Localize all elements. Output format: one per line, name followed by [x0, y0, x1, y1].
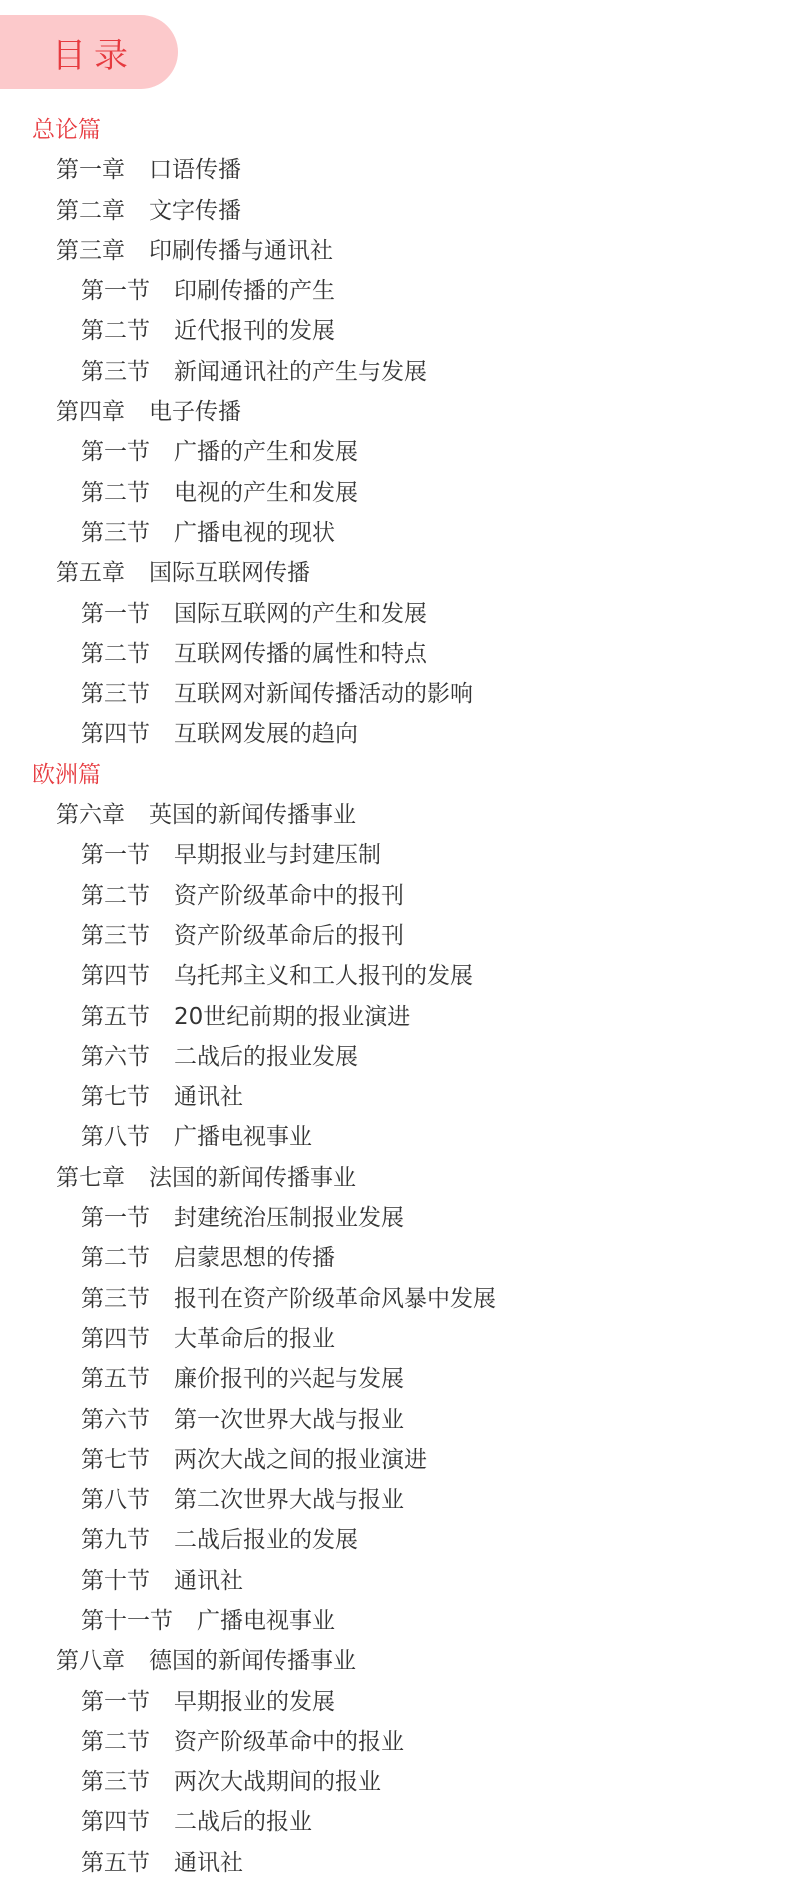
toc-section[interactable] [0, 1722, 790, 1762]
chapter-number: 第八章 [56, 1648, 125, 1675]
section-title: 互联网发展的趋向 [174, 721, 358, 748]
section-number: 第八节 [81, 1124, 150, 1151]
section-number: 第三节 [81, 681, 150, 708]
toc-section[interactable] [0, 1601, 790, 1641]
chapter-title: 国际互联网传播 [149, 560, 310, 587]
toc-chapter[interactable] [0, 392, 790, 432]
section-title: 资产阶级革命中的报刊 [174, 882, 404, 909]
section-title: 大革命后的报业 [174, 1325, 335, 1352]
section-number: 第二节 [81, 640, 150, 667]
toc-section[interactable] [0, 513, 790, 553]
section-number: 第四节 [81, 721, 150, 748]
section-number: 第二节 [81, 479, 150, 506]
section-title: 第一次世界大战与报业 [174, 1406, 404, 1433]
toc-section[interactable] [0, 634, 790, 674]
section-number: 第七节 [81, 1084, 150, 1111]
toc-section[interactable] [0, 1037, 790, 1077]
section-title: 早期报业与封建压制 [174, 842, 381, 869]
toc-section[interactable] [0, 311, 790, 351]
section-title: 报刊在资产阶级革命风暴中发展 [174, 1285, 496, 1312]
section-title: 两次大战期间的报业 [174, 1769, 381, 1796]
section-title: 新闻通讯社的产生与发展 [174, 358, 427, 385]
toc-section[interactable] [0, 1440, 790, 1480]
toc-section[interactable] [0, 876, 790, 916]
table-of-contents [0, 110, 790, 1883]
toc-section[interactable] [0, 352, 790, 392]
section-number: 第二节 [81, 1728, 150, 1755]
section-number: 第一节 [81, 1205, 150, 1232]
toc-section[interactable] [0, 1279, 790, 1319]
section-title: 广播电视的现状 [174, 519, 335, 546]
toc-section[interactable] [0, 1561, 790, 1601]
section-number: 第四节 [81, 1809, 150, 1836]
section-number: 第七节 [81, 1446, 150, 1473]
toc-section[interactable] [0, 1400, 790, 1440]
section-title: 二战后的报业发展 [174, 1043, 358, 1070]
toc-part[interactable] [0, 110, 790, 150]
chapter-number: 第四章 [56, 399, 125, 426]
chapter-number: 第三章 [56, 237, 125, 264]
section-number: 第一节 [81, 600, 150, 627]
section-title: 资产阶级革命中的报业 [174, 1728, 404, 1755]
part-title: 欧洲篇 [32, 761, 101, 788]
section-title: 早期报业的发展 [174, 1688, 335, 1715]
chapter-title: 文字传播 [149, 197, 241, 224]
section-number: 第一节 [81, 842, 150, 869]
toc-section[interactable] [0, 1802, 790, 1842]
toc-section[interactable] [0, 674, 790, 714]
toc-section[interactable] [0, 473, 790, 513]
toc-section[interactable] [0, 1198, 790, 1238]
toc-section[interactable] [0, 594, 790, 634]
toc-section[interactable] [0, 714, 790, 754]
toc-section[interactable] [0, 1077, 790, 1117]
toc-chapter[interactable] [0, 1641, 790, 1681]
toc-chapter[interactable] [0, 795, 790, 835]
section-title: 通讯社 [174, 1849, 243, 1876]
section-title: 两次大战之间的报业演进 [174, 1446, 427, 1473]
section-number: 第四节 [81, 1325, 150, 1352]
section-title: 广播的产生和发展 [174, 439, 358, 466]
section-number: 第三节 [81, 1285, 150, 1312]
toc-section[interactable] [0, 1520, 790, 1560]
chapter-title: 电子传播 [149, 399, 241, 426]
chapter-number: 第六章 [56, 802, 125, 829]
chapter-title: 印刷传播与通讯社 [149, 237, 333, 264]
toc-section[interactable] [0, 271, 790, 311]
toc-section[interactable] [0, 835, 790, 875]
toc-section[interactable] [0, 1117, 790, 1157]
toc-section[interactable] [0, 1843, 790, 1883]
chapter-title: 法国的新闻传播事业 [149, 1164, 356, 1191]
chapter-number: 第二章 [56, 197, 125, 224]
toc-section[interactable] [0, 916, 790, 956]
toc-section[interactable] [0, 1238, 790, 1278]
section-number: 第十节 [81, 1567, 150, 1594]
section-title: 互联网传播的属性和特点 [174, 640, 427, 667]
section-title: 印刷传播的产生 [174, 278, 335, 305]
section-number: 第六节 [81, 1406, 150, 1433]
section-title: 通讯社 [174, 1084, 243, 1111]
toc-section[interactable] [0, 1319, 790, 1359]
toc-chapter[interactable] [0, 553, 790, 593]
section-title: 资产阶级革命后的报刊 [174, 922, 404, 949]
section-title: 乌托邦主义和工人报刊的发展 [174, 963, 473, 990]
section-title: 电视的产生和发展 [174, 479, 358, 506]
section-number: 第二节 [81, 882, 150, 909]
chapter-number: 第五章 [56, 560, 125, 587]
part-title: 总论篇 [32, 117, 101, 143]
section-number: 第五节 [81, 1849, 150, 1876]
section-number: 第一节 [81, 1688, 150, 1715]
chapter-number: 第七章 [56, 1164, 125, 1191]
section-title: 通讯社 [174, 1567, 243, 1594]
section-number: 第十一节 [81, 1607, 173, 1634]
section-title: 启蒙思想的传播 [174, 1245, 335, 1272]
section-title: 广播电视事业 [197, 1607, 335, 1634]
chapter-number: 第一章 [56, 157, 125, 184]
toc-chapter[interactable] [0, 191, 790, 231]
toc-chapter[interactable] [0, 150, 790, 190]
section-number: 第五节 [81, 1003, 150, 1030]
section-number: 第九节 [81, 1527, 150, 1554]
toc-chapter[interactable] [0, 1158, 790, 1198]
section-number: 第三节 [81, 519, 150, 546]
toc-section[interactable] [0, 1682, 790, 1722]
section-number: 第八节 [81, 1487, 150, 1514]
toc-section[interactable] [0, 956, 790, 996]
section-title: 第二次世界大战与报业 [174, 1487, 404, 1514]
toc-part[interactable] [0, 755, 790, 795]
section-title: 二战后的报业 [174, 1809, 312, 1836]
section-number: 第三节 [81, 1769, 150, 1796]
toc-section[interactable] [0, 997, 790, 1037]
section-number: 第一节 [81, 439, 150, 466]
section-title: 二战后报业的发展 [174, 1527, 358, 1554]
section-title: 封建统治压制报业发展 [174, 1205, 404, 1232]
chapter-title: 德国的新闻传播事业 [149, 1648, 356, 1675]
section-title: 国际互联网的产生和发展 [174, 600, 427, 627]
section-title: 互联网对新闻传播活动的影响 [174, 681, 473, 708]
chapter-title: 口语传播 [149, 157, 241, 184]
section-number: 第六节 [81, 1043, 150, 1070]
section-title: 近代报刊的发展 [174, 318, 335, 345]
section-title: 广播电视事业 [174, 1124, 312, 1151]
section-number: 第二节 [81, 318, 150, 345]
toc-chapter[interactable] [0, 231, 790, 271]
toc-title-banner [0, 15, 178, 89]
section-number: 第五节 [81, 1366, 150, 1393]
section-title: 廉价报刊的兴起与发展 [174, 1366, 404, 1393]
section-number: 第二节 [81, 1245, 150, 1272]
toc-section[interactable] [0, 1480, 790, 1520]
section-number: 第三节 [81, 922, 150, 949]
toc-section[interactable] [0, 1762, 790, 1802]
page-title: 目录 [52, 35, 136, 76]
chapter-title: 英国的新闻传播事业 [149, 802, 356, 829]
toc-section[interactable] [0, 432, 790, 472]
section-number: 第一节 [81, 278, 150, 305]
toc-section[interactable] [0, 1359, 790, 1399]
section-title: 20世纪前期的报业演进 [174, 1003, 411, 1030]
section-number: 第三节 [81, 358, 150, 385]
section-number: 第四节 [81, 963, 150, 990]
